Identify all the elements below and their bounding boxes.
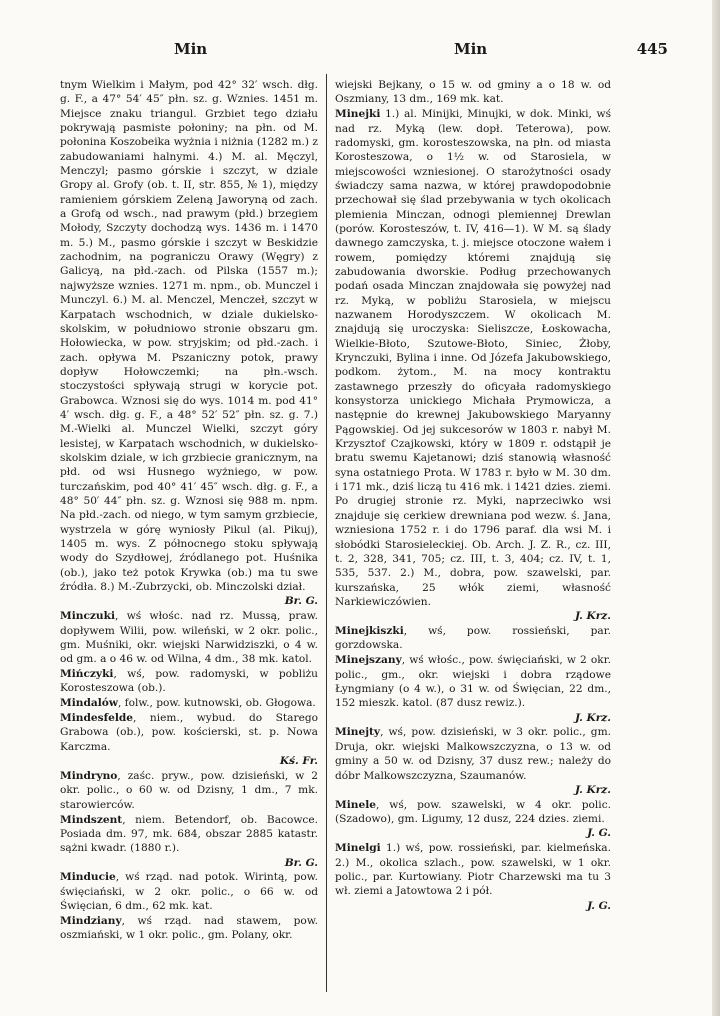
entry-headword: Mindesfelde <box>60 712 134 725</box>
entry <box>335 725 611 797</box>
entry-signature: Kś. Fr. <box>279 755 318 768</box>
entry-headword: Mindryno <box>60 770 118 782</box>
entry-signature: J. G. <box>587 827 611 840</box>
entry-headword: Mińczyki <box>60 668 114 681</box>
entry-headword: Minejty <box>335 726 381 739</box>
header-left-word: Min <box>174 40 208 58</box>
entry-text: , wś włośc. nad rz. Mussą, praw. dopływem Wilii, pow. wileński, w 2 okr. polic., gm. Muśniki, okr. wiejski Narwidziszki, o 4 w. od gm. a o 46 w. od Wilna, 4 dm., 38 mk. katol. <box>60 610 318 666</box>
page-number: 445 <box>636 40 668 58</box>
entry <box>60 609 318 666</box>
entry <box>60 78 318 609</box>
entry <box>335 653 611 725</box>
entry-text: , zaśc. pryw., pow. dzisieński, w 2 okr. polic., o 60 w. od Dzisny, 1 dm., 7 mk. starowierców. <box>60 770 318 811</box>
entry-text: , folw., pow. kutnowski, ob. Głogowa. <box>117 697 316 710</box>
entry-signature: J. G. <box>587 899 611 912</box>
entry-text: , wś rząd. nad stawem, pow. oszmiański, w 1 okr. polic., gm. Polany, okr. <box>60 914 318 942</box>
entry-text: , niem., wybud. do Starego Grabowa (ob.), pow. kościerski, st. p. Nowa Karczma. <box>60 712 318 753</box>
entry <box>60 667 318 696</box>
entry-headword: Minejszany <box>335 654 402 667</box>
header-center-word: Min <box>454 40 488 58</box>
entry <box>60 914 318 943</box>
entry-text: wiejski Bejkany, o 15 w. od gminy a o 18 w. od Oszmiany, 13 dm., 169 mk. kat. <box>335 79 611 106</box>
entry-headword: Minejki <box>335 108 381 121</box>
entry-text: , wś, pow. rossieński, par. gorzdowska. <box>335 625 611 652</box>
entry-signature: J. Krz. <box>574 711 611 724</box>
entry-text: 1.) wś, pow. rossieński, par. kielmeńska. 2.) M., okolica szlach., pow. szawelski, w 1 okr. polic., par. Kurtowiany. Piotr Charzewski ma tu 3 wł. ziemi a Jatowtowa 2 i pół. <box>335 842 611 898</box>
entry-headword: Minelgi <box>335 842 381 855</box>
entry-signature: Br. G. <box>284 856 318 869</box>
entry <box>60 813 318 870</box>
entry-text: , wś włośc., pow. święciański, w 2 okr. polic., gm., okr. wiejski i dobra rządowe Łyngmiany (o 4 w.), o 31 w. od Święcian, 22 dm., 152 mieszk. katol. (87 dusz rewiz.). <box>335 654 611 710</box>
entry-headword: Mindziany <box>60 914 122 927</box>
right-column <box>335 78 611 988</box>
entry-headword: Minejkiszki <box>335 625 404 638</box>
entry <box>335 624 611 653</box>
entry-text: tnym Wielkim i Małym, pod 42° 32′ wsch. dłg. g. F., a 47° 54′ 45″ płn. sz. g. Wznies. 1451 m. Miejsce znaku triangul. Grzbiet tego działu pokrywają pasmiste połoniny; na płn. od M. połonina Koszobeika wyżnia i niżnia (1282 m.) z zabudowaniami halnymi. 4.) M. al. Męczyl, Menczyl; pasmo górskie i szczyt, w dziale Gropy al. Grofy (ob. t. II, str. 855, № 1), między ramieniem górskiem Zeleną Jaworyną od zach. a Grofą od wsch., nad prawym (płd.) brzegiem Mołody, Szczyty dochodzą wys. 1436 m. i 1470 m. 5.) M., pasmo górskie i szczyt w Beskidzie zachodnim, na pograniczu Orawy (Węgry) z Galicyą, na płd.-zach. od Pilska (1557 m.); najwyższe wznies. 1271 m. npm., ob. Munczel i Munczyl. 6.) M. al. Menczel, Menczeł, szczyt w Karpatach wschodnich, w dziale dukielsko-skolskim, w południowo stronie obszaru gm. Hołowiecka, w pow. stryjskim; od płd.-zach. i zach. opływa M. Pszaniczny potok, prawy dopływ Hołowczemki; na płn.-wsch. stoczystości spływają strugi w korycie pot. Grabowca. Wznosi się do wys. 1014 m. pod 41° 4′ wsch. dłg. g. F., a 48° 52′ 52″ płn. sz. g. 7.) M.-Wielki al. Munczel Wielki, szczyt góry lesistej, w Karpatach wschodnich, w dukielsko-skolskim dziale, w ich grzbiecie granicznym, na płd. od wsi Husnego wyżniego, w pow. turczańskim, pod 40° 41′ 45″ wsch. dłg. g. F., a 48° 50′ 44″ płn. sz. g. Wznosi się 988 m. npm. Na płd.-zach. od niego, w tym samym grzbiecie, wystrzela w górę wyniosły Pikul (al. Pikuj), 1405 m. wys. Z północnego stoku spływają wody do Szydłowej, źródlanego pot. Huśnika (ob.), jako też potok Krywka (ob.) ma tu swe źródła. 8.) M.-Zubrzycki, ob. Minczolski dział. <box>60 79 318 594</box>
entry-text: , wś, pow. dzisieński, w 3 okr. polic., gm. Druja, okr. wiejski Malkowszczyzna, o 13 w. od gminy a 50 w. od Dzisny, 37 dusz rew.; należy do dóbr Malkowszczyzna, Szaumanów. <box>335 726 611 782</box>
entry-text: , wś, pow. radomyski, w pobliżu Korosteszowa (ob.). <box>60 668 318 695</box>
entry-headword: Minczuki <box>60 610 115 623</box>
entry <box>335 841 611 913</box>
entry <box>60 870 318 913</box>
entry <box>335 107 611 623</box>
entry-text: 1.) al. Minijki, Minujki, w dok. Minki, wś nad rz. Myką (lew. dopł. Teterowa), pow. radomyski, gm. korosteszowska, na płn. od miasta Korosteszowa, o 1½ w. od Starosiela, w miejscowości wzniesionej. O starożytności osady świadczy sama nazwa, w której prawdopodobnie przechował się ślad przebywania w tych okolicach plemienia Minczan, odnogi plemiennej Drewlan (porów. Korosteszów, t. IV, 416—1). W M. są ślady dawnego zamczyska, t. j. miejsce otoczone wałem i rowem, pomiędzy któremi znajdują się zabudowania dworskie. Podług przechowanych podań osada Minczan znajdowała się powyżej nad rz. Myką, w pobliżu Starosiela, w miejscu nazwanem Horodyszczem. W okolicach M. znajdują się uroczyska: Sieliszcze, Łoskowacha, Wielkie-Błoto, Szutowe-Błoto, Siniec, Żłoby, Krynczuki, Bylina i inne. Od Józefa Jakubowskiego, podkom. żytom., M. na mocy kontraktu zastawnego przeszły do oficyała radomyskiego konsystorza unickiego Michała Prymowicza, a następnie do krewnej Jakubowskiego Maryanny Pągowskiej. Od jej sukcesorów w 1803 r. nabył M. Krzysztof Czajkowski, który w 1809 r. odstąpił je bratu swemu Kajetanowi; dziś stanowią własność syna ostatniego Prota. W 1783 r. było w M. 30 dm. i 171 mk., dziś liczą tu 416 mk. i 1421 dzies. ziemi. Po drugiej stronie rz. Myki, naprzeciwko wsi znajduje się cerkiew drewniana pod wezw. ś. Jana, wzniesiona 1752 r. i do 1796 paraf. dla wsi M. i słobódki Starosieleckiej. Ob. Arch. J. Z. R., cz. III, t. 2, 328, 341, 705; cz. III, t. 3, 404; cz. IV, t. 1, 535, 537. 2.) M., dobra, pow. szawelski, par. kurszańska, 25 włók ziemi, własność Narkiewiczówien. <box>335 108 611 608</box>
entry-headword: Mindalów <box>60 697 118 710</box>
entry-text: , niem. Betendorf, ob. Bacowce. Posiada dm. 97, mk. 684, obszar 2885 katastr. sążni kwadr. (1880 r.). <box>60 813 318 855</box>
entry <box>335 798 611 841</box>
page-edge-shadow <box>712 0 720 1016</box>
entry-signature: Br. G. <box>284 595 318 608</box>
entry <box>60 696 318 710</box>
running-head <box>62 40 690 62</box>
entry <box>60 769 318 812</box>
entry-signature: J. Krz. <box>574 783 611 796</box>
column-divider <box>326 74 327 992</box>
left-column <box>60 78 318 988</box>
entry-headword: Minele <box>335 798 376 811</box>
entry-text: , wś, pow. szawelski, w 4 okr. polic. (Szadowo), gm. Ligumy, 12 dusz, 224 dzies. ziemi. <box>335 798 611 826</box>
entry-headword: Minducie <box>60 871 116 884</box>
entry-signature: J. Krz. <box>574 610 611 623</box>
entry-headword: Mindszent <box>60 813 123 826</box>
entry <box>335 78 611 107</box>
entry-text: , wś rząd. nad potok. Wirintą, pow. święciański, w 2 okr. polic., o 66 w. od Święcian, 6 dm., 62 mk. kat. <box>60 871 318 913</box>
entry <box>60 711 318 768</box>
